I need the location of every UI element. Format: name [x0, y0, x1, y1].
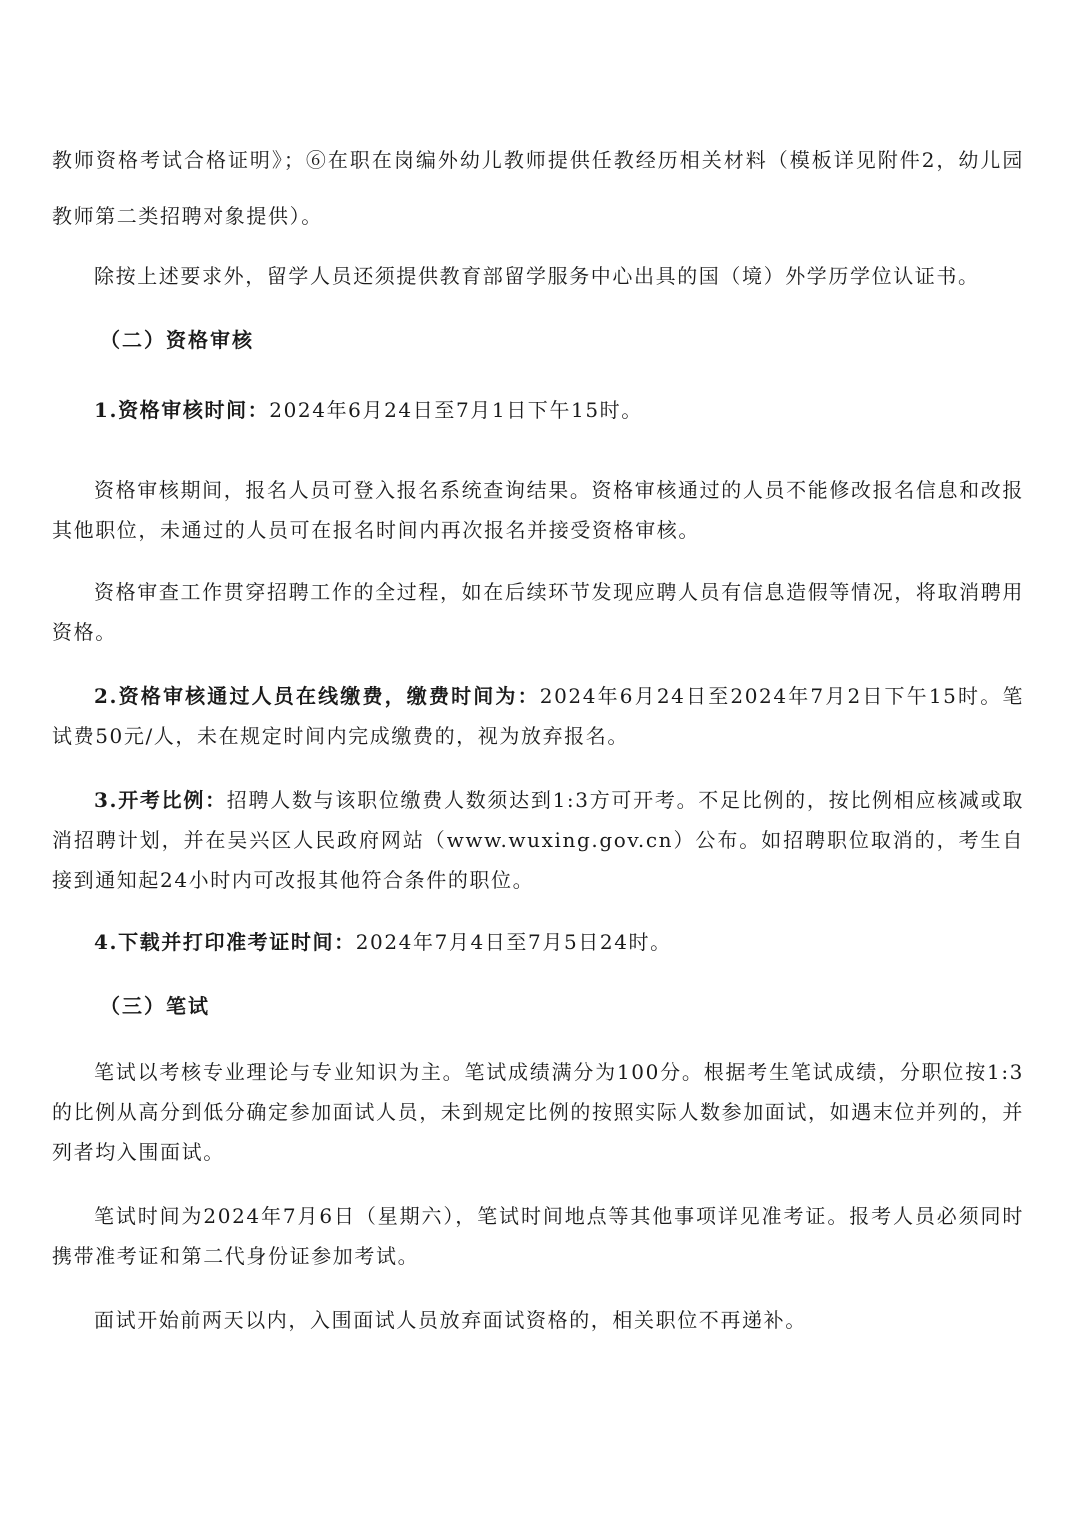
paragraph-written-exam-time: 笔试时间为2024年7月6日（星期六），笔试时间地点等其他事项详见准考证。报考人员必须同时携带准考证和第二代身份证参加考试。 — [52, 1204, 1024, 1268]
section-heading-written-exam: （三）笔试 — [100, 994, 210, 1018]
review-time-text: 2024年6月24日至7月1日下午15时。 — [269, 398, 643, 422]
review-time-label: 1.资格审核时间： — [94, 398, 270, 422]
paragraph-written-exam-scope: 笔试以考核专业理论与专业知识为主。笔试成绩满分为100分。根据考生笔试成绩，分职位按1:3的比例从高分到低分确定参加面试人员，未到规定比例的按照实际人数参加面试，如遇末位并列的，并列者均入围面试。 — [52, 1060, 1024, 1164]
admission-ticket-label: 4.下载并打印准考证时间： — [94, 930, 356, 954]
payment-label: 2.资格审核通过人员在线缴费，缴费时间为： — [94, 684, 540, 708]
admission-ticket-text: 2024年7月4日至7月5日24时。 — [355, 930, 672, 954]
exam-ratio-text: 招聘人数与该职位缴费人数须达到1:3方可开考。不足比例的，按比例相应核减或取消招聘计划，并在吴兴区人民政府网站（www.wuxing.gov.cn）公布。如招聘职位取消的，考生自接到通知起24小时内可改报其他符合条件的职位。 — [52, 788, 1024, 892]
exam-ratio-label: 3.开考比例： — [94, 788, 227, 812]
paragraph-payment — [52, 676, 1024, 756]
paragraph-review-throughout: 资格审查工作贯穿招聘工作的全过程，如在后续环节发现应聘人员有信息造假等情况，将取消聘用资格。 — [52, 580, 1024, 644]
paragraph-review-time — [52, 390, 1024, 430]
paragraph-exam-ratio — [52, 780, 1024, 900]
paragraph-interview-forfeit: 面试开始前两天以内，入围面试人员放弃面试资格的，相关职位不再递补。 — [94, 1308, 807, 1332]
payment-text: 2024年6月24日至2024年7月2日下午15时。笔试费50元/人，未在规定时间内完成缴费的，视为放弃报名。 — [52, 684, 1024, 748]
paragraph-materials: 教师资格考试合格证明》；⑥在职在岗编外幼儿教师提供任教经历相关材料（模板详见附件2，幼儿园教师第二类招聘对象提供）。 — [52, 148, 1024, 228]
paragraph-admission-ticket — [52, 922, 1024, 962]
paragraph-review-period: 资格审核期间，报名人员可登入报名系统查询结果。资格审核通过的人员不能修改报名信息和改报其他职位，未通过的人员可在报名时间内再次报名并接受资格审核。 — [52, 478, 1024, 542]
section-heading-qualification-review: （二）资格审核 — [100, 328, 254, 352]
paragraph-overseas-requirement: 除按上述要求外，留学人员还须提供教育部留学服务中心出具的国（境）外学历学位认证书。 — [94, 264, 980, 288]
